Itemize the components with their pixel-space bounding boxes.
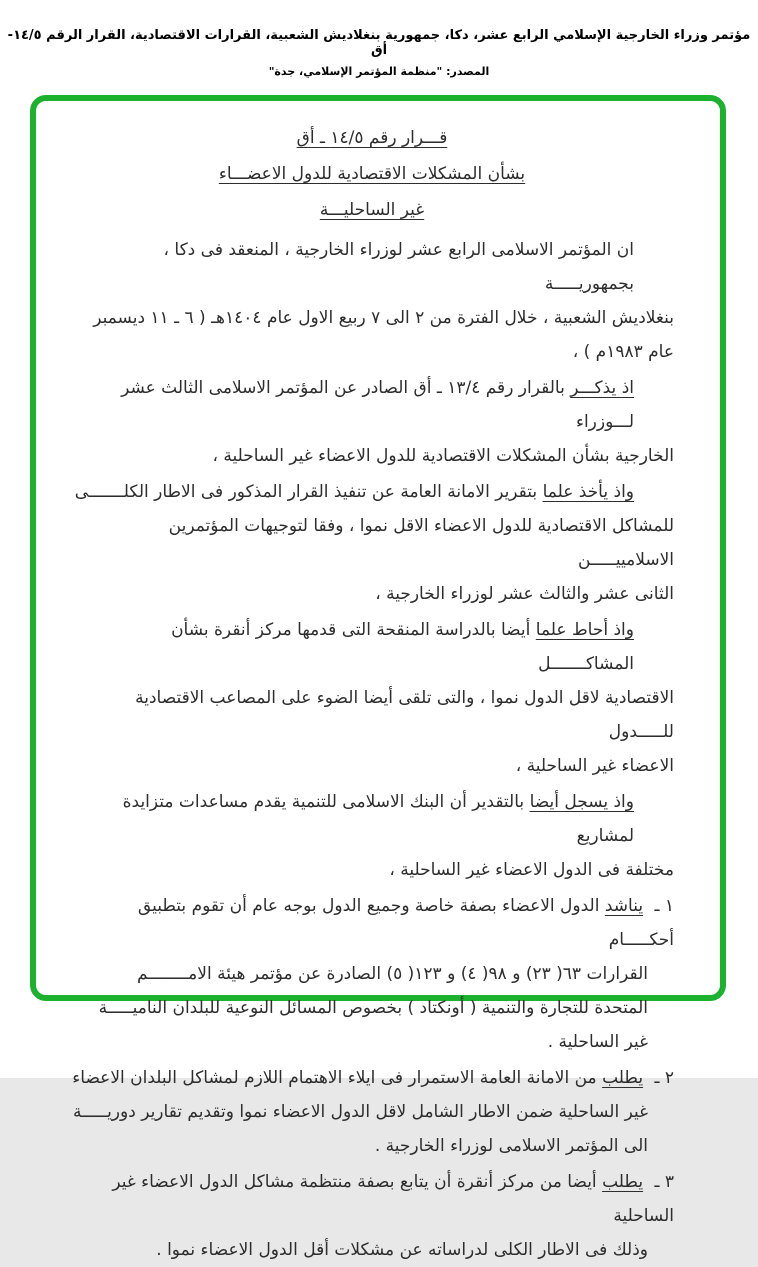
text-line xyxy=(70,613,674,681)
text-line: بتقرير الامانة العامة عن تنفيذ القرار المذكور فى الاطار الكلـــــــى xyxy=(74,482,538,502)
preamble-lead-phrase: واذ يأخذ علما xyxy=(542,482,634,502)
text-line: الى المؤتمر الاسلامى لوزراء الخارجية . xyxy=(374,1136,648,1156)
preamble-lead-phrase: اذ يذكـــر xyxy=(570,378,634,398)
text-line xyxy=(70,1061,674,1095)
text-line: الاقتصادية لاقل الدول نموا ، والتى تلقى أيضا الضوء على المصاعب الاقتصادية للـــــدول xyxy=(135,688,674,742)
operative-item-1 xyxy=(70,889,674,1059)
resolution-number-title: قـــرار رقم ١٤/٥ ـ أق xyxy=(296,128,448,148)
source-line: المصدر: "منظمة المؤتمر الإسلامي، جدة" xyxy=(268,65,490,78)
operative-item-2 xyxy=(70,1061,674,1163)
text-line: بالقرار رقم ١٣/٤ ـ أق الصادر عن المؤتمر الاسلامى الثالث عشر لـــوزراء xyxy=(121,378,634,432)
citation-line: مؤتمر وزراء الخارجية الإسلامي الرابع عشر، دكا، جمهورية بنغلاديش الشعبية، القرارات الاقتصادية، القرار الرقم ١٤/٥-أق xyxy=(7,28,751,58)
green-highlight-frame xyxy=(30,95,726,1260)
item-number: ٢ ـ xyxy=(654,1068,674,1088)
text-line: غير الساحلية ضمن الاطار الشامل لاقل الدول الاعضاء نموا وتقديم تقارير دوريـــــة xyxy=(73,1102,648,1122)
text-line: الخارجية بشأن المشكلات الاقتصادية للدول الاعضاء غير الساحلية ، xyxy=(212,446,674,466)
operative-verb: يطلب xyxy=(602,1068,644,1088)
preamble-lead-phrase: واذ يسجل أيضا xyxy=(529,792,634,812)
text-line: غير الساحلية . xyxy=(547,1032,648,1052)
operative-verb: يطلب xyxy=(602,1172,644,1192)
operative-item-3 xyxy=(70,1165,674,1267)
text-line: عام ١٩٨٣م ) ، xyxy=(572,342,674,362)
preamble-paragraph-5 xyxy=(70,785,674,887)
item-number: ٣ ـ xyxy=(654,1172,674,1192)
operative-verb: يناشد xyxy=(604,896,644,916)
preamble-paragraph-3 xyxy=(70,475,674,611)
text-line xyxy=(70,475,674,509)
text-line: بنغلاديش الشعبية ، خلال الفترة من ٢ الى ٧ ربيع الاول عام ١٤٠٤هـ ( ٦ ـ ١١ ديسمبر xyxy=(93,308,674,328)
text-line: أيضا من مركز أنقرة أن يتابع بصفة منتظمة مشاكل الدول الاعضاء غير الساحلية xyxy=(112,1172,674,1226)
preamble-lead-phrase: واذ أحاط علما xyxy=(535,620,634,640)
text-line: القرارات ٦٣( ٢٣) و ٩٨( ٤) و ١٢٣( ٥) الصادرة عن مؤتمر هيئة الامــــــــم xyxy=(137,964,648,984)
preamble-paragraph-2 xyxy=(70,371,674,473)
text-line xyxy=(70,371,674,439)
text-line: الثانى عشر والثالث عشر لوزراء الخارجية ، xyxy=(375,584,674,604)
resolution-title-block xyxy=(70,121,674,227)
text-line xyxy=(70,1165,674,1233)
text-line: من الامانة العامة الاستمرار فى ايلاء الاهتمام اللازم لمشاكل البلدان الاعضاء xyxy=(72,1068,597,1088)
preamble-paragraph-1 xyxy=(70,233,674,369)
text-line: مختلفة فى الدول الاعضاء غير الساحلية ، xyxy=(389,860,674,880)
text-line: وذلك فى الاطار الكلى لدراساته عن مشكلات أقل الدول الاعضاء نموا . xyxy=(156,1240,648,1260)
resolution-subject-title: بشأن المشكلات الاقتصادية للدول الاعضـــاء xyxy=(218,164,526,184)
text-line xyxy=(70,889,674,957)
resolution-subject-title-2: غير الساحليـــة xyxy=(319,200,425,220)
text-line: للمشاكل الاقتصادية للدول الاعضاء الاقل نموا ، وفقا لتوجيهات المؤتمرين الاسلامييـــــن xyxy=(168,516,674,570)
text-line: بالتقدير أن البنك الاسلامى للتنمية يقدم مساعدات متزايدة لمشاريع xyxy=(122,792,634,846)
item-number: ١ ـ xyxy=(654,896,674,916)
text-line: الدول الاعضاء بصفة خاصة وجميع الدول بوجه عام أن تقوم بتطبيق أحكـــــام xyxy=(137,896,674,950)
text-line: أيضا بالدراسة المنقحة التى قدمها مركز أنقرة بشأن المشاكـــــــل xyxy=(171,620,634,674)
text-line: ان المؤتمر الاسلامى الرابع عشر لوزراء الخارجية ، المنعقد فى دكا ، بجمهوريـــــة xyxy=(163,240,634,294)
citation-header xyxy=(0,28,758,78)
text-line: الاعضاء غير الساحلية ، xyxy=(515,756,674,776)
document-body xyxy=(36,101,720,1267)
preamble-paragraph-4 xyxy=(70,613,674,783)
text-line: المتحدة للتجارة والتنمية ( أونكتاد ) بخصوص المسائل النوعية للبلدان الناميـــــة xyxy=(98,998,648,1018)
text-line xyxy=(70,785,674,853)
